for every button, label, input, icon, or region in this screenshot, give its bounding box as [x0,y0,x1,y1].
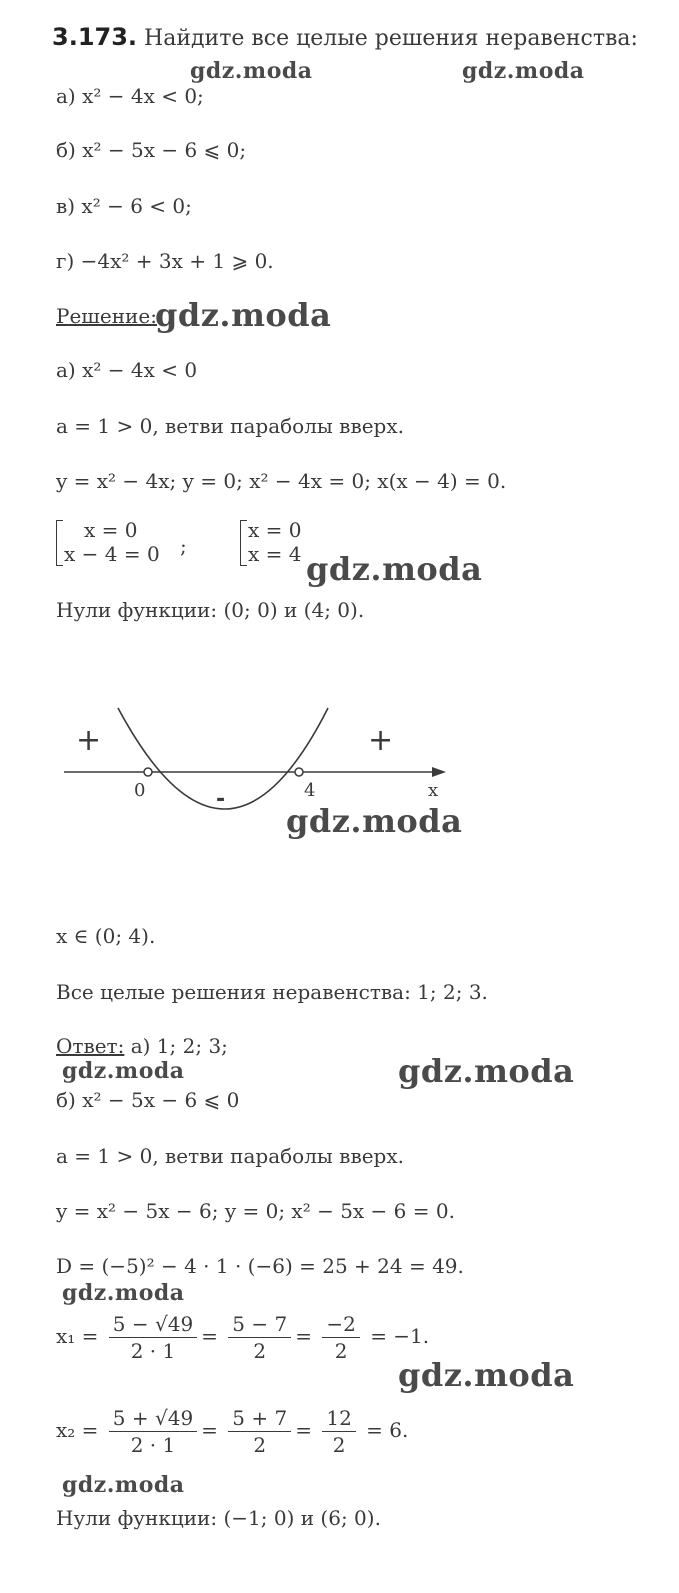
numerator: 5 + 7 [228,1408,291,1432]
denominator: 2 [253,1339,267,1363]
part-a-answer [56,1036,228,1056]
part-a-heading: а) x² − 4x < 0 [56,358,198,382]
solution-label: Решение: [56,304,157,328]
x1-result: = −1. [370,1324,430,1348]
numerator: 5 + √49 [109,1408,197,1432]
root-point-4 [295,768,303,776]
part-b-equations: y = x² − 5x − 6; y = 0; x² − 5x − 6 = 0. [56,1199,455,1223]
system-bracket [240,520,247,566]
fraction [109,1314,197,1361]
denominator: 2 · 1 [130,1433,176,1457]
fraction [109,1408,197,1455]
fraction [228,1408,291,1455]
task-g: г) −4x² + 3x + 1 ⩾ 0. [56,249,274,273]
axis-label-x: x [428,780,439,801]
watermark: gdz.moda [462,58,585,84]
denominator: 2 [332,1433,346,1457]
numerator: 5 − 7 [228,1314,291,1338]
x1-label: x₁ = [56,1324,99,1348]
tick-label-4: 4 [304,780,316,801]
part-a-interval: x ∈ (0; 4). [56,924,156,948]
fraction [322,1314,359,1361]
x2-result: = 6. [366,1418,409,1442]
denominator: 2 [253,1433,267,1457]
system-2-row-2: x = 4 [248,542,302,566]
axis-arrow [432,767,446,777]
plus-sign-left: + [76,723,102,758]
task-a: а) x² − 4x < 0; [56,84,204,108]
part-a-equations: y = x² − 4x; y = 0; x² − 4x = 0; x(x − 4) = 0. [56,469,507,493]
watermark: gdz.moda [62,1058,185,1084]
watermark: gdz.moda [190,58,313,84]
minus-sign: - [216,787,226,812]
part-b-branches: a = 1 > 0, ветви параболы вверх. [56,1144,404,1168]
task-b: б) x² − 5x − 6 ⩽ 0; [56,138,247,162]
system-1-row-2: x − 4 = 0 [64,542,160,566]
watermark: gdz.moda [62,1280,185,1306]
plus-sign-right: + [368,723,394,758]
x2-label: x₂ = [56,1418,99,1442]
watermark: gdz.moda [398,1356,575,1394]
numerator: 12 [322,1408,355,1432]
tick-label-0: 0 [134,780,146,801]
root-x1-line: x₁ = $\frac{5 - √49}{2 \cdot 1}$ = $\frac{5 - 7}{2}$ = $\frac{-2}{2}$ = −1. [56,1312,430,1363]
denominator: 2 · 1 [130,1339,176,1363]
part-a-integers: Все целые решения неравенства: 1; 2; 3. [56,980,488,1004]
system-2-row-1: x = 0 [248,518,302,542]
exercise-text: Найдите все целые решения неравенства: [144,26,638,51]
exercise-number: 3.173. [52,23,138,51]
watermark: gdz.moda [62,1472,185,1498]
part-b-zeros: Нули функции: (−1; 0) и (6; 0). [56,1506,381,1530]
numerator: 5 − √49 [109,1314,197,1338]
part-a-branches: a = 1 > 0, ветви параболы вверх. [56,414,404,438]
part-a-zeros: Нули функции: (0; 0) и (4; 0). [56,598,365,622]
system-bracket [56,520,63,566]
fraction [228,1314,291,1361]
answer-text: а) 1; 2; 3; [124,1034,228,1058]
answer-label: Ответ: [56,1034,125,1058]
watermark: gdz.moda [306,550,483,588]
root-x2-line: x₂ = $\frac{5 + √49}{2 \cdot 1}$ = $\frac{5 + 7}{2}$ = $\frac{12}{2}$ = 6. [56,1406,409,1457]
denominator: 2 [334,1339,348,1363]
part-b-discriminant: D = (−5)² − 4 · 1 · (−6) = 25 + 24 = 49. [56,1254,464,1278]
exercise-title [52,23,638,51]
numerator: −2 [322,1314,359,1338]
watermark: gdz.moda [398,1052,575,1090]
watermark: gdz.moda [155,296,332,334]
system-separator: ; [180,534,187,558]
watermark: gdz.moda [286,802,463,840]
part-b-heading: б) x² − 5x − 6 ⩽ 0 [56,1088,240,1112]
task-v: в) x² − 6 < 0; [56,194,192,218]
root-point-0 [144,768,152,776]
fraction [322,1408,355,1455]
system-1-row-1: x = 0 [84,518,138,542]
